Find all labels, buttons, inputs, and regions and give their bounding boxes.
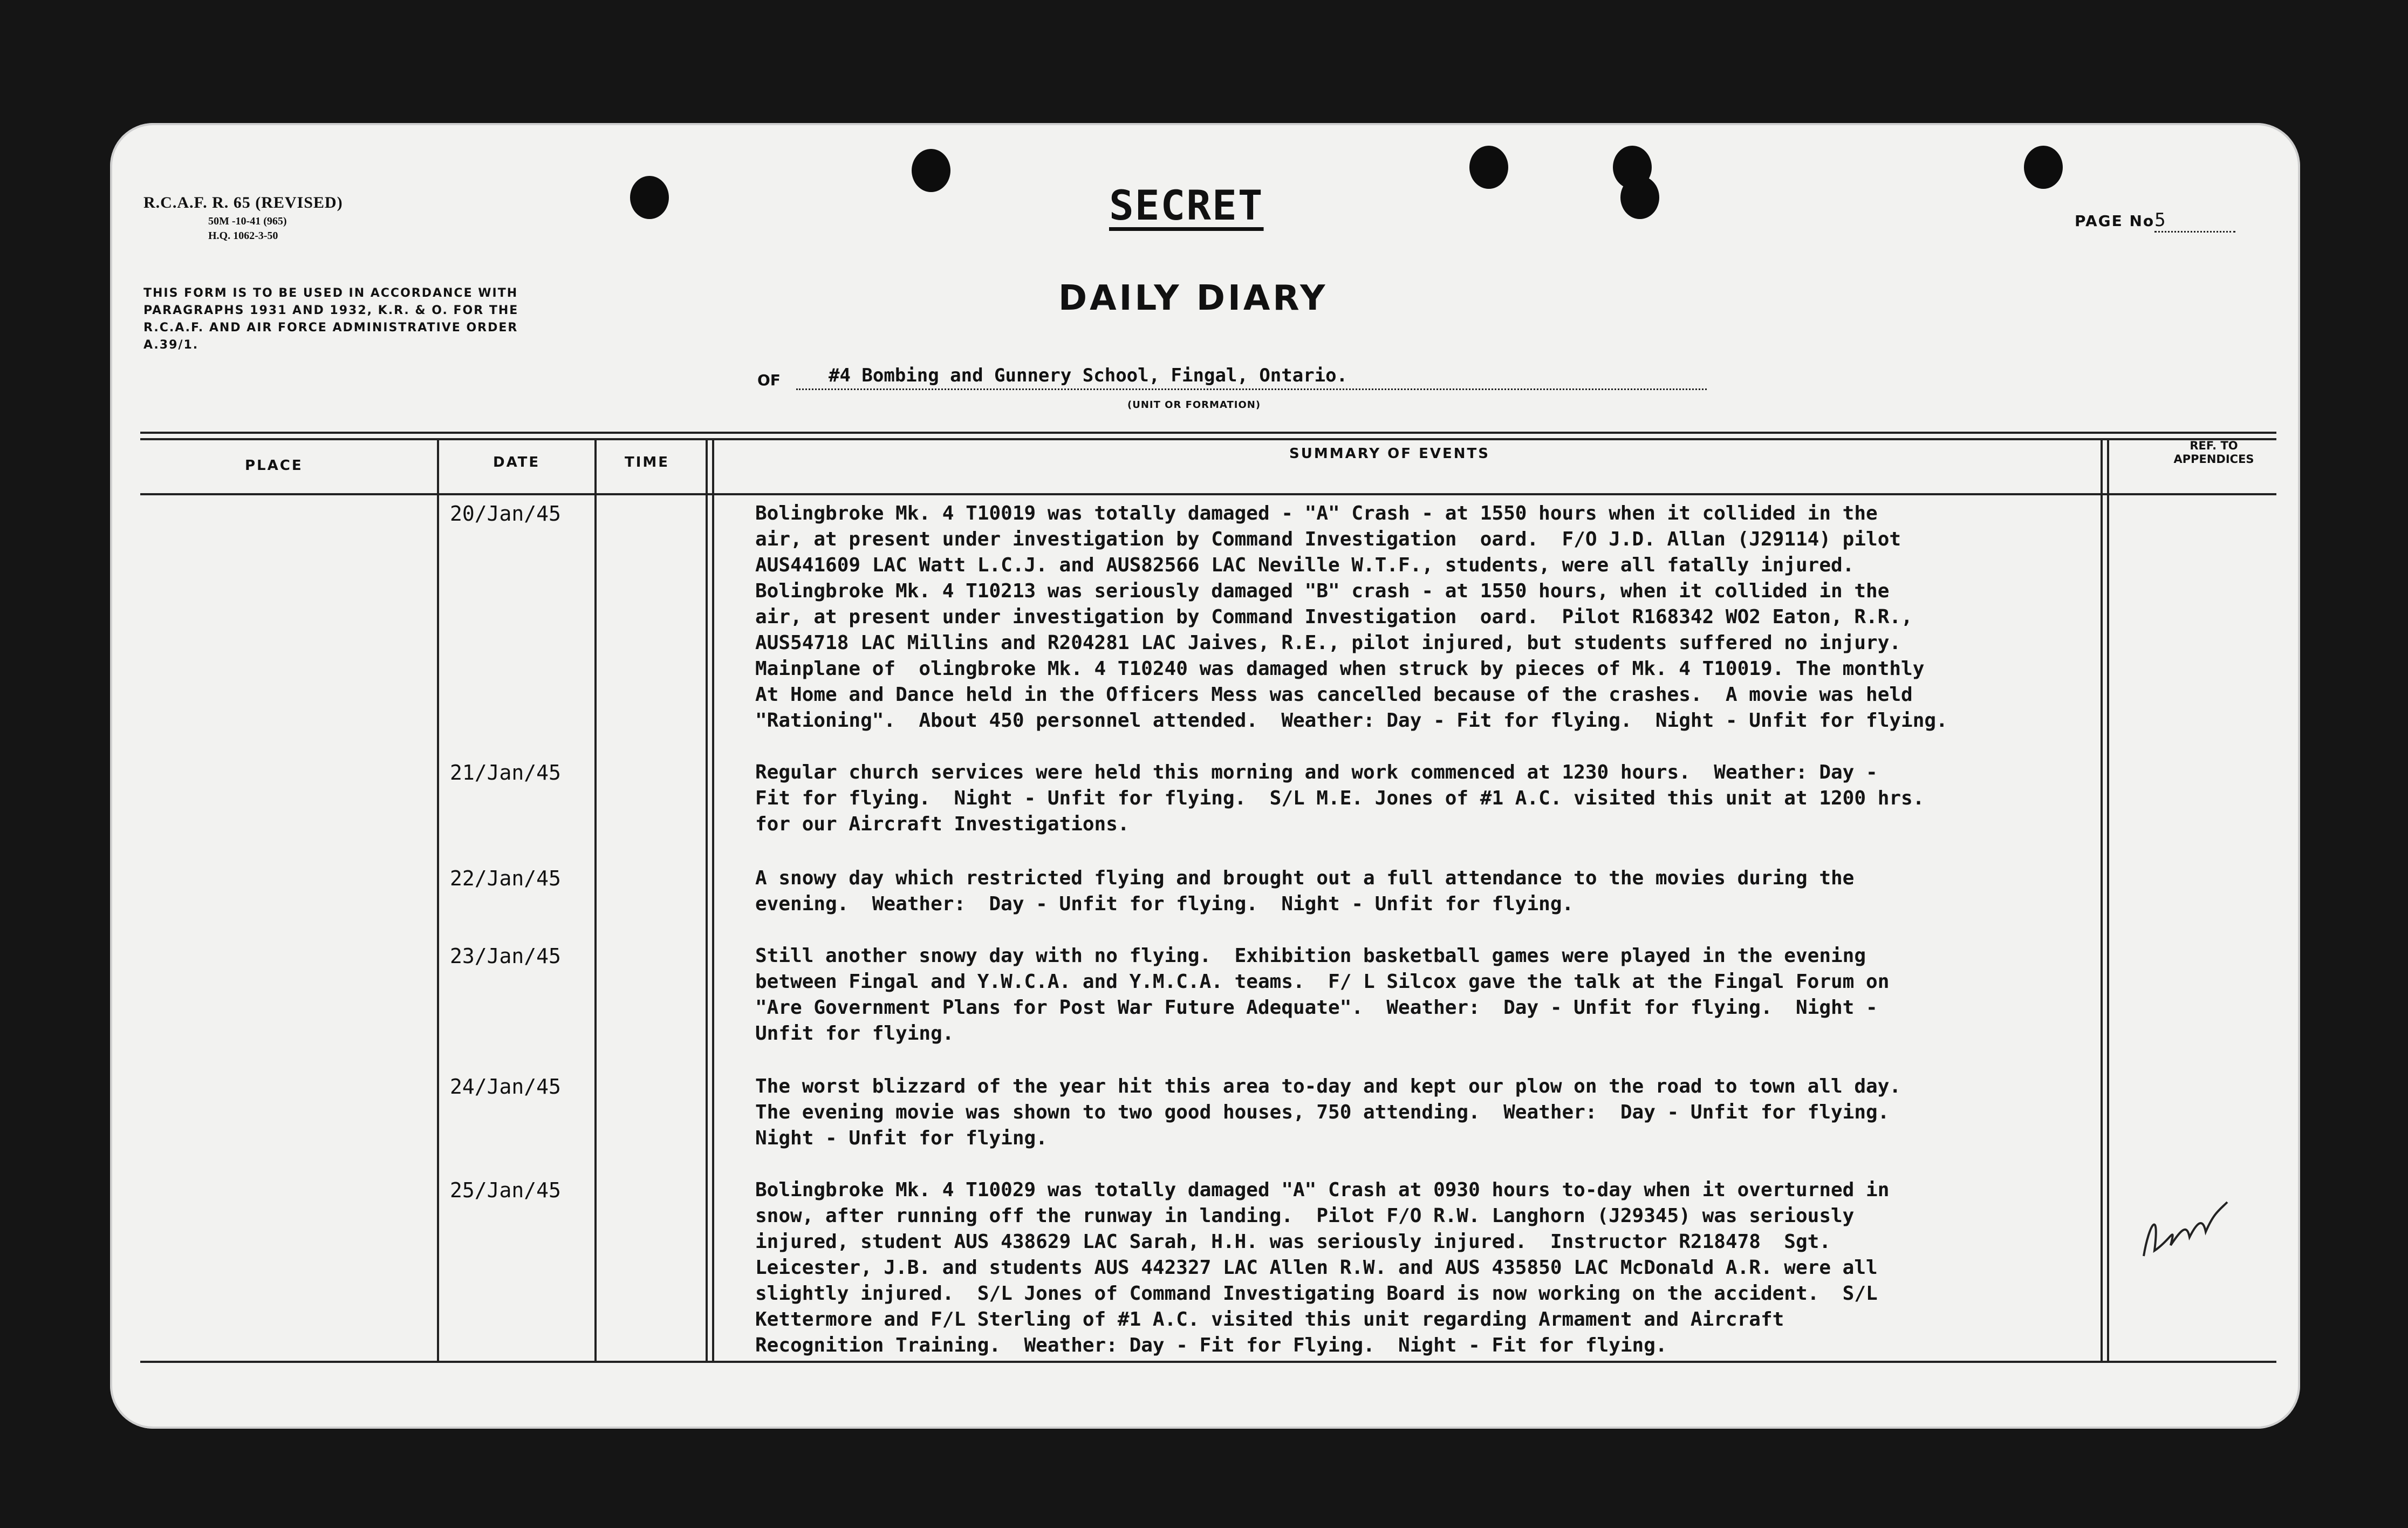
page-number-label: PAGE No [2075, 212, 2155, 230]
form-print-run: 50M -10-41 (965) [208, 215, 287, 227]
handwritten-signature [2138, 1191, 2235, 1267]
column-header-ref-appendices: REF. TO APPENDICES [2173, 439, 2254, 466]
binder-hole [912, 149, 950, 192]
column-header-place: PLACE [245, 458, 303, 474]
column-divider [706, 438, 708, 1362]
entry-date: 24/Jan/45 [450, 1075, 561, 1099]
entry-summary: Still another snowy day with no flying. Exhibition basketball games were played in the evening between Fingal and Y.W.C.A. and Y.M.C.A. teams. F/ L Silcox gave the talk at the Fingal Forum on "Are Government Plans for Post War Future Adequate". Weather: Day - Unfit for flying. Night - Unfit for flying. [755, 945, 1890, 1045]
table-top-rule-second [140, 438, 2276, 440]
page-number-value: 5 [2154, 209, 2235, 233]
form-hq-ref: H.Q. 1062-3-50 [208, 229, 278, 242]
column-divider [712, 438, 714, 1362]
unit-caption: (UNIT OR FORMATION) [1127, 399, 1261, 411]
page-title: DAILY DIARY [1058, 278, 1328, 318]
entry-date: 20/Jan/45 [450, 502, 561, 526]
column-divider [437, 438, 439, 1362]
entry-date: 21/Jan/45 [450, 761, 561, 785]
header-bottom-rule [140, 493, 2276, 495]
unit-label: OF [757, 371, 781, 389]
page-number [2075, 209, 2235, 233]
entry-summary: A snowy day which restricted flying and brought out a full attendance to the movies during the evening. Weather: Day - Unfit for flying. Night - Unfit for flying. [755, 867, 1855, 915]
entry-summary: Regular church services were held this morning and work commenced at 1230 hours. Weather: Day - Fit for flying. Night - Unfit for flying. S/L M.E. Jones of #1 A.C. visited this unit at 1200 hrs. for our Aircraft Investigations. [755, 761, 1925, 835]
form-number: R.C.A.F. R. 65 (REVISED) [143, 194, 343, 212]
entry-summary: Bolingbroke Mk. 4 T10019 was totally damaged - "A" Crash - at 1550 hours when it collided in the air, at present under investigation by Command Investigation oard. F/O J.D. Allan (J29114) pilot AUS441609 LAC Watt L.C.J. and AUS82566 LAC Neville W.T.F., students, were all fatally injured. Bolingbroke Mk. 4 T10213 was seriously damaged "B" crash - at 1550 hours, when it collided in the air, at present under investigation by Command Investigation oard. Pilot R168342 WO2 Eaton, R.R., AUS54718 LAC Millins and R204281 LAC Jaives, R.E., pilot injured, but students suffered no injury. Mainplane of olingbroke Mk. 4 T10240 was damaged when struck by pieces of Mk. 4 T10019. The monthly At Home and Dance held in the Officers Mess was cancelled because of the crashes. A movie was held "Rationing". About 450 personnel attended. Weather: Day - Fit for flying. Night - Unfit for flying. [755, 502, 1948, 732]
binder-hole [1620, 176, 1659, 219]
diary-page [110, 123, 2300, 1429]
binder-hole [2024, 146, 2063, 189]
classification-heading: SECRET [1109, 181, 1264, 229]
table-top-rule [140, 432, 2276, 434]
column-header-date: DATE [493, 454, 541, 470]
entry-date: 23/Jan/45 [450, 944, 561, 968]
form-identifier [143, 192, 343, 243]
column-header-summary: SUMMARY OF EVENTS [1289, 446, 1490, 462]
entry-date: 25/Jan/45 [450, 1178, 561, 1202]
binder-hole [1469, 146, 1508, 189]
table-bottom-rule [140, 1361, 2276, 1363]
entry-date: 22/Jan/45 [450, 867, 561, 890]
unit-name: #4 Bombing and Gunnery School, Fingal, Ontario. [796, 365, 1707, 390]
binder-hole [630, 176, 669, 219]
entry-summary: Bolingbroke Mk. 4 T10029 was totally damaged "A" Crash at 0930 hours to-day when it overturned in snow, after running off the runway in landing. Pilot F/O R.W. Langhorn (J29345) was seriously injured, student AUS 438629 LAC Sarah, H.H. was seriously injured. Instructor R218478 Sgt. Leicester, J.B. and students AUS 442327 LAC Allen R.W. and AUS 435850 LAC McDonald A.R. were all slightly injured. S/L Jones of Command Investigating Board is now working on the accident. S/L Kettermore and F/L Sterling of #1 A.C. visited this unit regarding Armament and Aircraft Recognition Training. Weather: Day - Fit for Flying. Night - Fit for flying. [755, 1179, 1890, 1356]
entry-summary: The worst blizzard of the year hit this area to-day and kept our plow on the road to town all day. The evening movie was shown to two good houses, 750 attending. Weather: Day - Unfit for flying. Night - Unfit for flying. [755, 1075, 1901, 1149]
column-header-time: TIME [625, 454, 670, 470]
column-divider [594, 438, 597, 1362]
form-instructions: THIS FORM IS TO BE USED IN ACCORDANCE WITH PARAGRAPHS 1931 AND 1932, K.R. & O. FOR THE R.C.A.F. AND AIR FORCE ADMINISTRATIVE ORDER A.39/1. [143, 286, 519, 352]
